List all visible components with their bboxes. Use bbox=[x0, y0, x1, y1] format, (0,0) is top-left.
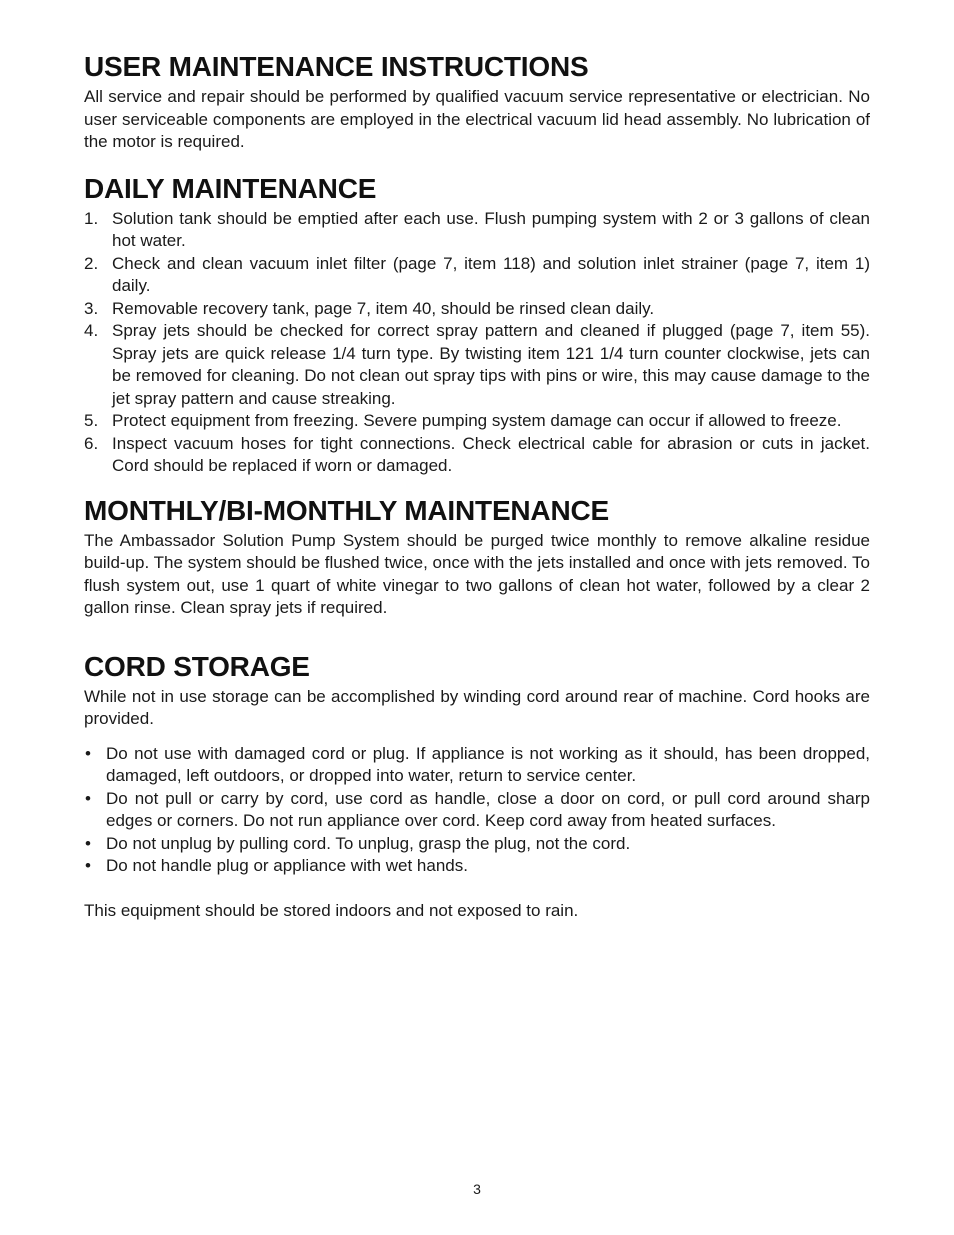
monthly-maintenance-heading: MONTHLY/BI-MONTHLY MAINTENANCE bbox=[84, 494, 609, 526]
monthly-maintenance-body: The Ambassador Solution Pump System should be purged twice monthly to remove alkaline residue build-up. The system should be flushed twice, once with the jets installed and once with jets removed. To flush system out, use 1 quart of white vinegar to two gallons of clean hot water, followed by a clear 2 gallon rinse. Clean spray jets if required. bbox=[84, 530, 870, 617]
user-maintenance-heading: USER MAINTENANCE INSTRUCTIONS bbox=[84, 51, 589, 82]
list-item-text: Do not unplug by pulling cord. To unplug, grasp the plug, not the cord. bbox=[106, 833, 631, 853]
cord-storage-body: While not in use storage can be accomplished by winding cord around rear of machine. Cord hooks are provided. bbox=[84, 686, 870, 728]
bullet-marker: • bbox=[85, 833, 91, 853]
daily-maintenance-heading: DAILY MAINTENANCE bbox=[84, 172, 377, 204]
list-item-number: 4. bbox=[84, 321, 99, 340]
list-item-number: 2. bbox=[84, 253, 99, 273]
list-item bbox=[84, 298, 870, 321]
list-item-text: Do not pull or carry by cord, use cord as handle, close a door on cord, or pull cord around sharp edges or corners. Do not run appliance over cord. Keep cord away from heated surfaces. bbox=[106, 788, 870, 830]
list-item-text: Check and clean vacuum inlet filter (page 7, item 118) and solution inlet strainer (page 7, item 1) daily. bbox=[112, 253, 870, 295]
bullet-marker: • bbox=[85, 743, 91, 763]
document-page bbox=[84, 50, 870, 938]
bullet-marker: • bbox=[85, 856, 91, 875]
cord-storage-closing: This equipment should be stored indoors and not exposed to rain. bbox=[84, 900, 579, 920]
list-item bbox=[84, 833, 870, 856]
daily-maintenance-list bbox=[84, 208, 870, 478]
list-item-number: 6. bbox=[84, 433, 99, 453]
list-item bbox=[84, 410, 870, 433]
list-item bbox=[84, 788, 870, 833]
cord-storage-section bbox=[84, 650, 870, 923]
list-item bbox=[84, 320, 870, 410]
cord-safety-list bbox=[84, 743, 870, 878]
list-item-text: Do not use with damaged cord or plug. If appliance is not working as it should, has been dropped, damaged, left outdoors, or dropped into water, return to service center. bbox=[106, 743, 870, 785]
list-item-text: Solution tank should be emptied after each use. Flush pumping system with 2 or 3 gallons of clean hot water. bbox=[112, 208, 870, 250]
user-maintenance-section bbox=[84, 50, 870, 154]
list-item bbox=[84, 743, 870, 788]
list-item-text: Spray jets should be checked for correct spray pattern and cleaned if plugged (page 7, item 55). Spray jets are quick release 1/4 turn type. By twisting item 121 1/4 turn counter clockwise, jets can be removed for cleaning. Do not clean out spray tips with pins or wire, this may cause damage to the jet spray pattern and cause streaking. bbox=[112, 321, 870, 408]
bullet-marker: • bbox=[85, 788, 91, 808]
user-maintenance-body: All service and repair should be performed by qualified vacuum service representative or electrician. No user serviceable components are employed in the electrical vacuum lid head assembly. No lubrication of the motor is required. bbox=[84, 87, 870, 151]
list-item-text: Protect equipment from freezing. Severe pumping system damage can occur if allowed to freeze. bbox=[112, 411, 842, 430]
daily-maintenance-section bbox=[84, 172, 870, 478]
list-item-number: 1. bbox=[84, 208, 99, 228]
list-item bbox=[84, 208, 870, 253]
list-item bbox=[84, 253, 870, 298]
list-item-text: Inspect vacuum hoses for tight connections. Check electrical cable for abrasion or cuts in jacket. Cord should be replaced if worn or damaged. bbox=[112, 433, 870, 475]
list-item-number: 5. bbox=[84, 411, 99, 430]
list-item bbox=[84, 433, 870, 478]
monthly-maintenance-section bbox=[84, 494, 870, 620]
page-number: 3 bbox=[473, 1181, 481, 1197]
list-item-number: 3. bbox=[84, 298, 99, 318]
list-item-text: Do not handle plug or appliance with wet hands. bbox=[106, 856, 468, 875]
cord-storage-heading: CORD STORAGE bbox=[84, 650, 310, 682]
list-item-text: Removable recovery tank, page 7, item 40, should be rinsed clean daily. bbox=[112, 298, 655, 318]
list-item bbox=[84, 855, 870, 878]
